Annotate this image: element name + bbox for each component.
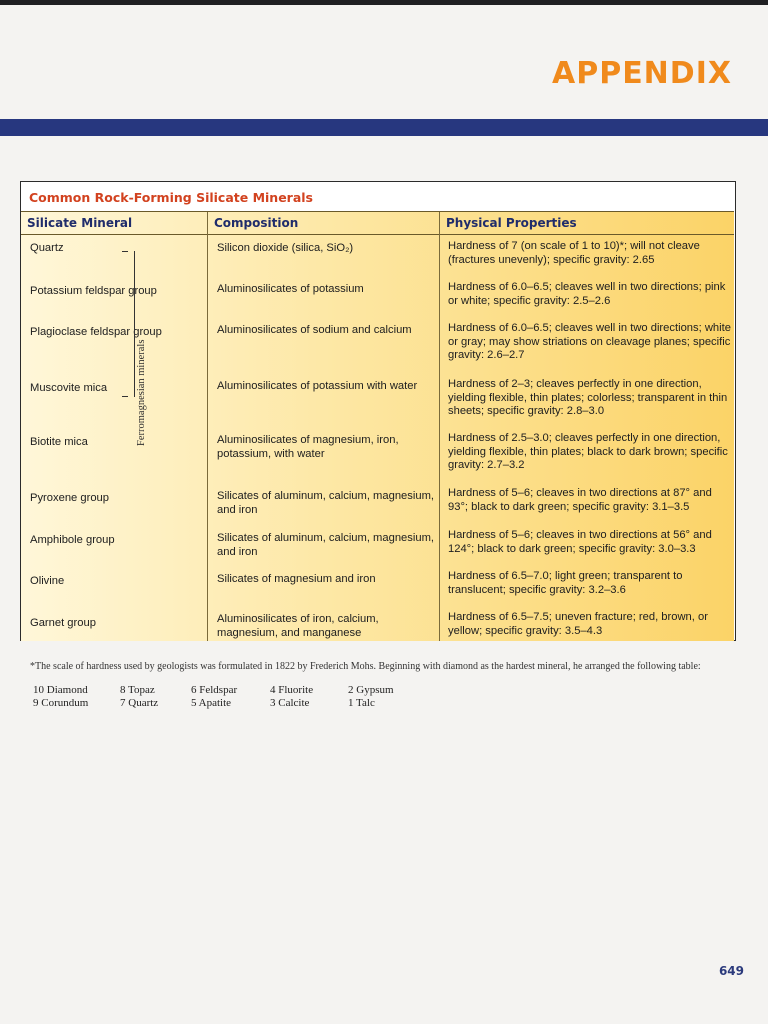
scale-entry: 7 Quartz — [120, 696, 159, 709]
column-header-mineral: Silicate Mineral — [27, 216, 133, 230]
bracket-tick — [122, 396, 128, 397]
ferromagnesian-bracket — [127, 251, 135, 397]
table-row-properties: Hardness of 2.5–3.0; cleaves perfectly in one direction, yielding flexible, thin plates; black to dark brown; specific gravity: 2.7–3.2 — [448, 432, 728, 471]
scale-column — [191, 684, 281, 709]
scale-column — [33, 684, 123, 709]
page-top-edge — [0, 0, 768, 5]
hardness-footnote: *The scale of hardness used by geologists was formulated in 1822 by Frederich Mohs. Beginning with diamond as the hardest mineral, he arranged the following table: — [30, 661, 701, 672]
scale-entry: 2 Gypsum — [348, 684, 394, 696]
table-row-composition: Aluminosilicates of magnesium, iron, potassium, with water — [217, 434, 399, 460]
bracket-tick — [122, 251, 128, 252]
scale-entry: 4 Fluorite — [270, 684, 314, 696]
table-row-composition: Aluminosilicates of potassium with water — [217, 380, 418, 392]
scale-entry: 10 Diamond — [33, 684, 88, 696]
table-row-composition: Aluminosilicates of iron, calcium, magnesium, and manganese — [217, 613, 379, 639]
table-row-composition: Silicon dioxide (silica, SiO₂) — [217, 242, 354, 254]
scale-entry: 8 Topaz — [120, 684, 155, 696]
table-row-properties: Hardness of 6.0–6.5; cleaves well in two directions; pink or white; specific gravity: 2.5–2.6 — [448, 281, 726, 307]
table-row-mineral: Potassium feldspar group — [30, 285, 157, 297]
table-row-composition: Silicates of aluminum, calcium, magnesium, and iron — [217, 532, 434, 558]
table-row-properties: Hardness of 7 (on scale of 1 to 10)*; will not cleave (fractures unevenly); specific gravity: 2.65 — [448, 240, 700, 266]
table-row-composition: Silicates of magnesium and iron — [217, 573, 376, 585]
column-header-composition: Composition — [214, 216, 299, 230]
page-number: 649 — [718, 964, 744, 978]
table-row-properties: Hardness of 6.5–7.5; uneven fracture; red, brown, or yellow; specific gravity: 3.5–4.3 — [448, 611, 708, 637]
silicate-minerals-table — [20, 181, 736, 641]
table-title: Common Rock-Forming Silicate Minerals — [29, 190, 313, 205]
table-row-properties: Hardness of 6.5–7.0; light green; transparent to translucent; specific gravity: 3.2–3.6 — [448, 570, 683, 596]
table-row-properties: Hardness of 2–3; cleaves perfectly in one direction, yielding flexible, thin plates; colorless; transparent in thin sheets; specific gravity: 2.8–3.0 — [448, 378, 728, 417]
ferromagnesian-label: Ferromagnesian minerals — [136, 339, 147, 446]
table-row-mineral: Plagioclase feldspar group — [30, 326, 162, 338]
table-row-mineral: Muscovite mica — [30, 382, 108, 394]
table-row-composition: Silicates of aluminum, calcium, magnesium, and iron — [217, 490, 434, 516]
table-row-properties: Hardness of 5–6; cleaves in two directions at 87° and 93°; black to dark green; specific gravity: 3.1–3.5 — [448, 487, 712, 513]
column-divider — [439, 212, 440, 641]
scale-column — [348, 684, 438, 709]
table-row-properties: Hardness of 5–6; cleaves in two directions at 56° and 124°; black to dark green; specific gravity: 3.0–3.3 — [448, 529, 712, 555]
table-row-mineral: Quartz — [30, 242, 64, 254]
table-row-mineral: Amphibole group — [30, 534, 115, 546]
scale-entry: 5 Apatite — [191, 696, 232, 709]
page-title: APPENDIX — [552, 56, 732, 91]
table-row-mineral: Biotite mica — [30, 436, 88, 448]
column-divider — [207, 212, 208, 641]
scale-column — [270, 684, 360, 709]
table-row-properties: Hardness of 6.0–6.5; cleaves well in two directions; white or gray; may show striations on cleavage planes; specific gravity: 2.6–2.7 — [448, 322, 731, 361]
table-row-composition: Aluminosilicates of potassium — [217, 283, 364, 295]
table-row-composition: Aluminosilicates of sodium and calcium — [217, 324, 412, 336]
scale-entry: 1 Talc — [348, 696, 375, 709]
column-header-properties: Physical Properties — [446, 216, 577, 230]
header-band — [0, 119, 768, 136]
table-row-mineral: Garnet group — [30, 617, 96, 629]
scale-entry: 9 Corundum — [33, 696, 89, 709]
scale-entry: 6 Feldspar — [191, 684, 238, 696]
scale-entry: 3 Calcite — [270, 696, 310, 709]
table-row-mineral: Olivine — [30, 575, 65, 587]
table-row-mineral: Pyroxene group — [30, 492, 109, 504]
header-divider — [21, 234, 734, 235]
